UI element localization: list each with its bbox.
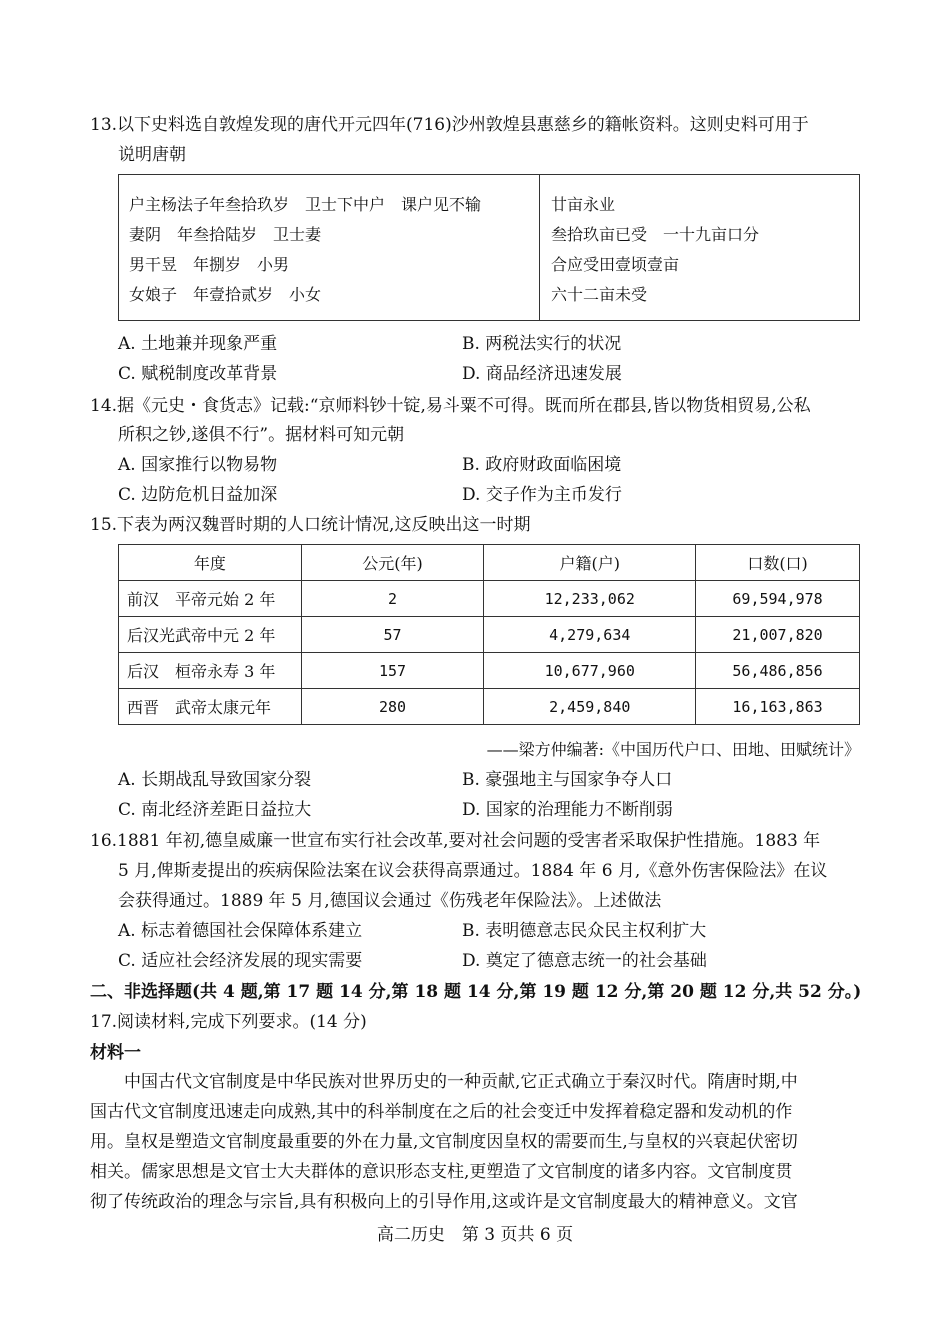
section-2-heading: 二、非选择题(共 4 题,第 17 题 14 分,第 18 题 14 分,第 19 题 12 分,第 20 题 12 分,共 52 分。)	[90, 982, 862, 1002]
q13-doc-left-2: 妻阴 年叁拾陆岁 卫士妻	[129, 225, 322, 244]
table-cell: 69,594,978	[696, 581, 860, 617]
q16-stem-line3: 会获得通过。1889 年 5 月,德国议会通过《伤残老年保险法》。上述做法	[118, 891, 662, 911]
q13-doc-left-3: 男干昱 年捌岁 小男	[129, 255, 290, 274]
table-header-row	[119, 545, 860, 581]
table-cell: 21,007,820	[696, 617, 860, 653]
q14-stem-line2: 所积之钞,遂俱不行”。据材料可知元朝	[118, 425, 405, 445]
q13-doc-right-2: 叁拾玖亩已受 一十九亩口分	[551, 225, 760, 244]
q13-stem-line1: 13.以下史料选自敦煌发现的唐代开元四年(716)沙州敦煌县惠慈乡的籍帐资料。这则史料可用于	[90, 115, 809, 135]
table-row	[119, 581, 860, 617]
q16-stem-line2: 5 月,俾斯麦提出的疾病保险法案在议会获得高票通过。1884 年 6 月,《意外伤害保险法》在议	[118, 861, 828, 881]
q17-para-line3: 用。皇权是塑造文官制度最重要的外在力量,文官制度因皇权的需要而生,与皇权的兴衰起伏密切	[90, 1132, 798, 1152]
q13-document-box	[118, 174, 860, 321]
table-cell: 157	[301, 653, 484, 689]
table-cell: 10,677,960	[484, 653, 696, 689]
table-cell: 2	[301, 581, 484, 617]
q14-option-b: B. 政府财政面临困境	[462, 455, 622, 475]
table-cell: 后汉光武帝中元 2 年	[119, 617, 302, 653]
q14-option-c: C. 边防危机日益加深	[118, 485, 278, 505]
page-footer: 高二历史 第 3 页共 6 页	[376, 1225, 574, 1245]
q13-option-c: C. 赋税制度改革背景	[118, 364, 278, 384]
q17-stem: 17.阅读材料,完成下列要求。(14 分)	[90, 1012, 367, 1032]
header-cell: 户籍(户)	[484, 545, 696, 581]
q13-option-a: A. 土地兼并现象严重	[118, 334, 278, 354]
table-cell: 后汉 桓帝永寿 3 年	[119, 653, 302, 689]
table-cell: 56,486,856	[696, 653, 860, 689]
q15-population-table	[118, 544, 860, 725]
q14-stem-line1: 14.据《元史・食货志》记载:“京师料钞十锭,易斗粟不可得。既而所在郡县,皆以物货相贸易,公私	[90, 396, 811, 416]
q16-option-c: C. 适应社会经济发展的现实需要	[118, 951, 363, 971]
q13-doc-right-3: 合应受田壹顷壹亩	[551, 255, 680, 274]
q15-option-d: D. 国家的治理能力不断削弱	[462, 800, 673, 820]
q13-option-b: B. 两税法实行的状况	[462, 334, 622, 354]
q13-doc-right-1: 廿亩永业	[551, 195, 616, 214]
table-cell: 12,233,062	[484, 581, 696, 617]
q15-option-c: C. 南北经济差距日益拉大	[118, 800, 312, 820]
table-cell: 57	[301, 617, 484, 653]
header-cell: 公元(年)	[301, 545, 484, 581]
table-row	[119, 689, 860, 725]
q14-option-d: D. 交子作为主币发行	[462, 485, 622, 505]
table-row	[119, 617, 860, 653]
q13-doc-right-4: 六十二亩未受	[551, 285, 648, 304]
table-cell: 4,279,634	[484, 617, 696, 653]
q16-option-a: A. 标志着德国社会保障体系建立	[118, 921, 363, 941]
q17-para-line4: 相关。儒家思想是文官士大夫群体的意识形态支柱,更塑造了文官制度的诸多内容。文官制度贯	[90, 1162, 793, 1182]
q14-option-a: A. 国家推行以物易物	[118, 455, 278, 475]
table-cell: 2,459,840	[484, 689, 696, 725]
q15-source-citation: ——梁方仲编著:《中国历代户口、田地、田赋统计》	[486, 740, 860, 759]
table-row	[119, 653, 860, 689]
q13-stem-line2: 说明唐朝	[118, 145, 186, 165]
q13-doc-left-1: 户主杨法子年叁拾玖岁 卫士下中户 课户见不输	[129, 195, 482, 214]
q17-para-line5: 彻了传统政治的理念与宗旨,具有积极向上的引导作用,这或许是文官制度最大的精神意义。文官	[90, 1192, 798, 1212]
q17-para-line2: 国古代文官制度迅速走向成熟,其中的科举制度在之后的社会变迁中发挥着稳定器和发动机的作	[90, 1102, 793, 1122]
q15-option-b: B. 豪强地主与国家争夺人口	[462, 770, 673, 790]
q16-option-d: D. 奠定了德意志统一的社会基础	[462, 951, 707, 971]
q13-doc-left-4: 女娘子 年壹拾贰岁 小女	[129, 285, 322, 304]
q17-material-label: 材料一	[90, 1043, 141, 1063]
table-cell: 西晋 武帝太康元年	[119, 689, 302, 725]
q13-option-d: D. 商品经济迅速发展	[462, 364, 622, 384]
q17-para-line1: 中国古代文官制度是中华民族对世界历史的一种贡献,它正式确立于秦汉时代。隋唐时期,中	[124, 1072, 798, 1092]
table-cell: 280	[301, 689, 484, 725]
header-cell: 口数(口)	[696, 545, 860, 581]
q16-stem-line1: 16.1881 年初,德皇威廉一世宣布实行社会改革,要对社会问题的受害者采取保护性措施。1883 年	[90, 831, 821, 851]
table-cell: 前汉 平帝元始 2 年	[119, 581, 302, 617]
header-cell: 年度	[119, 545, 302, 581]
q13-document-divider	[539, 175, 540, 320]
table-cell: 16,163,863	[696, 689, 860, 725]
q15-option-a: A. 长期战乱导致国家分裂	[118, 770, 312, 790]
q16-option-b: B. 表明德意志民众民主权利扩大	[462, 921, 707, 941]
q15-stem: 15.下表为两汉魏晋时期的人口统计情况,这反映出这一时期	[90, 515, 531, 535]
